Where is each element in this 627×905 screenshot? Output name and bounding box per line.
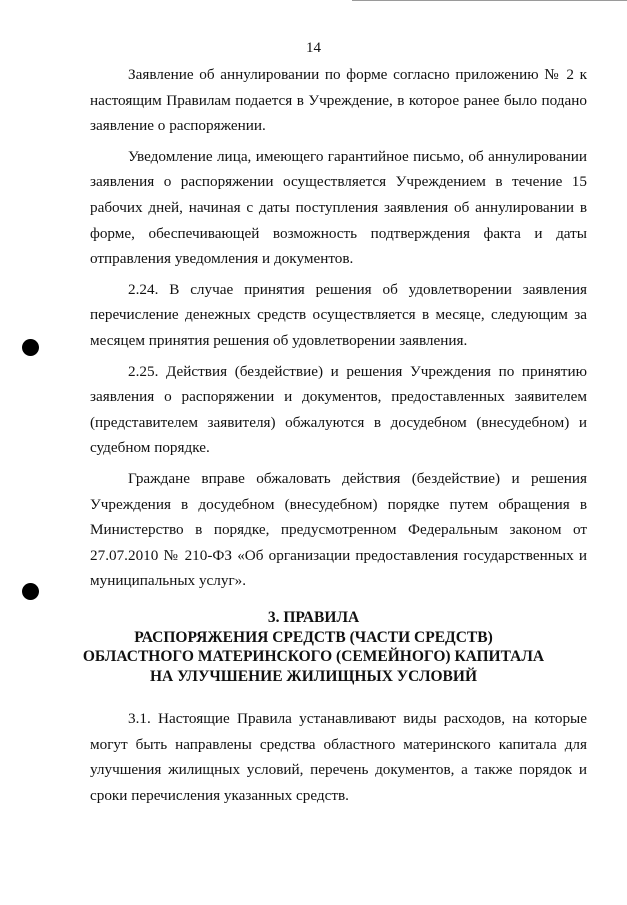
page-number: 14 (306, 40, 321, 56)
paragraph-appeal: Граждане вправе обжаловать действия (бездействие) и решения Учреждения в досудебном (внесудебном) порядке путем обращения в Министерство в порядке, предусмотренном Федеральным законом от 27.07.2010 № 210-ФЗ «Об организации предоставления государственных и муниципальных услуг». (90, 469, 587, 590)
section-3-heading (0, 608, 627, 686)
punch-hole-mark (22, 339, 39, 356)
paragraph-2-24: 2.24. В случае принятия решения об удовлетворении заявления перечисление денежных средств осуществляется в месяце, следующим за месяцем принятия решения об удовлетворении заявления. (90, 280, 587, 349)
paragraph-2-25: 2.25. Действия (бездействие) и решения Учреждения по принятию заявления о распоряжении и документов, предоставленных заявителем (представителем заявителя) обжалуются в досудебном (внесудебном) и судебном порядке. (90, 362, 587, 457)
paragraph-annulment-notice: Уведомление лица, имеющего гарантийное письмо, об аннулировании заявления о распоряжении осуществляется Учреждением в течение 15 рабочих дней, начиная с даты поступления заявления об аннулировании в форме, обеспечивающей возможность подтверждения факта и даты отправления уведомления и документов. (90, 147, 587, 268)
section-3-heading-line: ОБЛАСТНОГО МАТЕРИНСКОГО (СЕМЕЙНОГО) КАПИТАЛА (82, 648, 545, 665)
paragraph-3-1: 3.1. Настоящие Правила устанавливают виды расходов, на которые могут быть направлены средства областного материнского капитала для улучшения жилищных условий, перечень документов, а также порядок и сроки перечисления указанных средств. (90, 710, 587, 804)
section-3-heading-line: 3. ПРАВИЛА (267, 609, 360, 626)
scan-edge-line (352, 0, 627, 1)
section-3-body (90, 706, 587, 813)
punch-hole-mark (22, 583, 39, 600)
document-body (90, 62, 587, 599)
section-3-heading-line: НА УЛУЧШЕНИЕ ЖИЛИЩНЫХ УСЛОВИЙ (149, 667, 478, 685)
section-3-heading-line: РАСПОРЯЖЕНИЯ СРЕДСТВ (ЧАСТИ СРЕДСТВ) (134, 628, 493, 646)
paragraph-annulment-form: Заявление об аннулировании по форме согласно приложению № 2 к настоящим Правилам подается в Учреждение, в которое ранее было подано заявление о распоряжении. (90, 66, 587, 135)
